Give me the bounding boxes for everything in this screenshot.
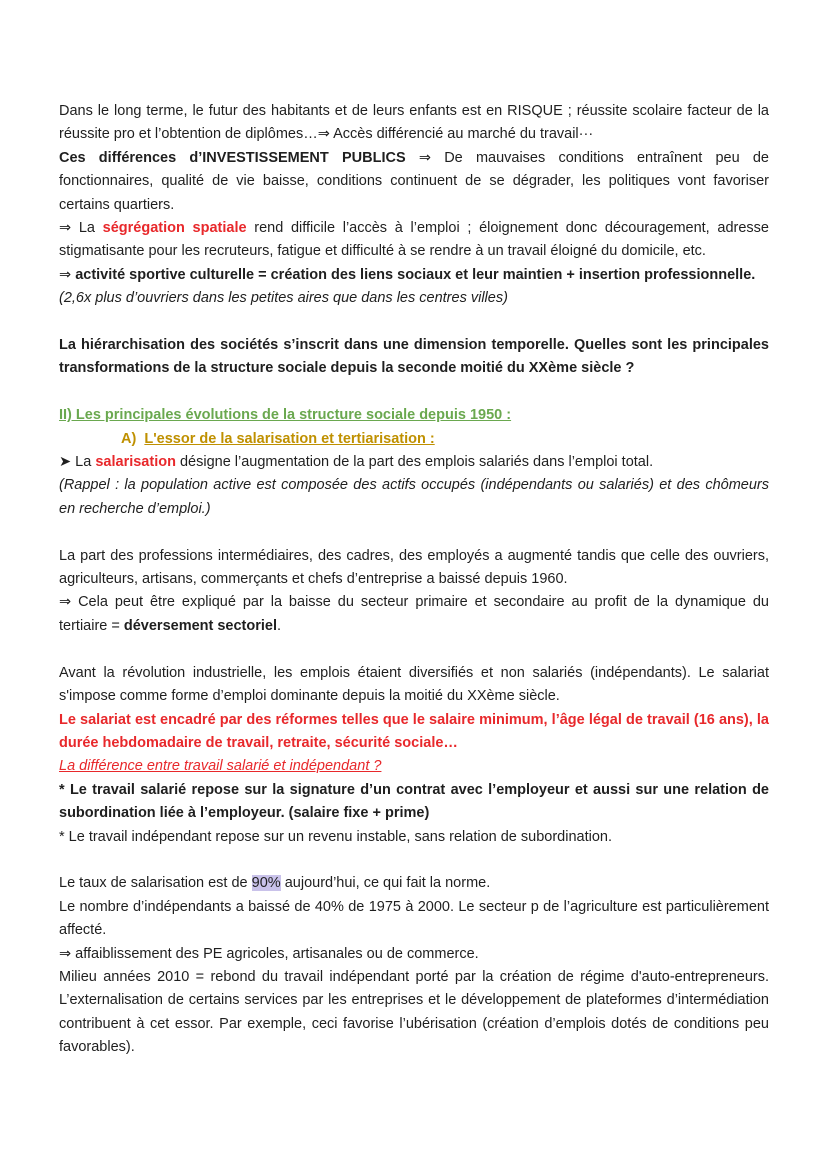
investissement-bold: Ces différences d’INVESTISSEMENT PUBLICS	[59, 149, 406, 166]
section-heading	[59, 404, 769, 427]
paragraph-ouvriers-note	[59, 287, 769, 310]
independant-text: * Le travail indépendant repose sur un revenu instable, sans relation de subordination.	[59, 828, 612, 845]
ouvriers-note: (2,6x plus d’ouvriers dans les petites aires que dans les centres villes)	[59, 290, 508, 307]
paragraph-nombre	[59, 896, 769, 943]
paragraph-encadre	[59, 709, 769, 756]
nombre-text: Le nombre d’indépendants a baissé de 40% de 1975 à 2000. Le secteur p de l’agriculture est particulièrement affecté.	[59, 898, 769, 939]
part-text: La part des professions intermédiaires, des cadres, des employés a augmenté tandis que celle des ouvriers, agriculteurs, artisans, commerçants et chefs d’entreprise a baissé depuis 1960.	[59, 547, 769, 588]
definition-bullet: ➤ La	[59, 454, 96, 471]
explication-text: ⇒ Cela peut être expliqué par la baisse du secteur primaire et secondaire au profit de la dynamique du tertiaire =	[59, 594, 769, 634]
subsection-title: L'essor de la salarisation et tertiarisation :	[144, 430, 435, 447]
paragraph-segregation	[59, 217, 769, 264]
deversement-term: déversement sectoriel	[123, 617, 278, 634]
avant-text: Avant la révolution industrielle, les emplois étaient diversifiés et non salariés (indépendants). Le salariat s'impose comme forme d’emploi dominante depuis la moitié du XXème siècle.	[59, 664, 769, 705]
affaiblissement-text: ⇒ affaiblissement des PE agricoles, artisanales ou de commerce.	[59, 945, 479, 962]
milieu-text: Milieu années 2010 = rebond du travail indépendant porté par la création de régime d'auto-entrepreneurs. L’externalisation de certains services par les entreprises et le développement de plateformes d’intermédiation contribuent à cet essor. Par exemple, ceci favorise l’ubérisation (création d’emplois dotés de conditions peu favorables).	[59, 968, 769, 1056]
paragraph-salarie	[59, 779, 769, 826]
paragraph-activite	[59, 264, 769, 287]
segregation-term: ségrégation spatiale	[102, 220, 247, 237]
paragraph-investissement	[59, 147, 769, 217]
definition-text: désigne l’augmentation de la part des emplois salariés dans l’emploi total.	[175, 454, 654, 471]
risque-text: Dans le long terme, le futur des habitants et de leurs enfants est en RISQUE ; réussite scolaire facteur de la réussite pro et l’obtention de diplômes…⇒ Accès différencié au marché du travail···	[59, 103, 769, 143]
segregation-arrow: ⇒ La	[59, 220, 103, 237]
taux-text: Le taux de salarisation est de	[59, 875, 252, 892]
difference-link: La différence entre travail salarié et indépendant ?	[59, 758, 382, 775]
activite-arrow: ⇒	[59, 266, 76, 283]
spacer	[59, 381, 769, 404]
paragraph-independant	[59, 826, 769, 849]
taux-end: aujourd’hui, ce qui fait la norme.	[280, 875, 491, 892]
rappel-text: (Rappel : la population active est composée des actifs occupés (indépendants ou salariés) et des chômeurs en recherche d’emploi.)	[59, 477, 769, 517]
subsection-heading	[59, 428, 769, 451]
encadre-text: Le salariat est encadré par des réformes telles que le salaire minimum, l’âge légal de travail (16 ans), la durée hebdomadaire de travail, retraite, sécurité sociale…	[59, 711, 769, 751]
paragraph-affaiblissement	[59, 943, 769, 966]
explication-end: .	[277, 617, 282, 634]
spacer	[59, 849, 769, 872]
paragraph-risque	[59, 100, 769, 147]
salarie-text: * Le travail salarié repose sur la signature d’un contrat avec l’employeur et aussi sur une relation de subordination liée à l’employeur. (salaire fixe + prime)	[59, 781, 769, 822]
subsection-letter: A)	[121, 430, 137, 447]
paragraph-part	[59, 545, 769, 592]
paragraph-rappel	[59, 474, 769, 521]
paragraph-avant	[59, 662, 769, 709]
paragraph-taux	[59, 872, 769, 895]
taux-highlight: 90%	[251, 875, 281, 892]
activite-bold: activité sportive culturelle = création des liens sociaux et leur maintien + insertion professionnelle.	[75, 266, 756, 283]
investissement-text: ⇒ De mauvaises conditions entraînent peu de fonctionnaires, qualité de vie baisse, conditions continuent de se dégrader, les politiques vont favoriser certains quartiers.	[59, 149, 769, 213]
section-2-heading: II) Les principales évolutions de la structure sociale depuis 1950 :	[59, 407, 512, 424]
question-paragraph	[59, 334, 769, 381]
spacer	[59, 311, 769, 334]
question-text: La hiérarchisation des sociétés s’inscrit dans une dimension temporelle. Quelles sont les principales transformations de la structure sociale depuis la seconde moitié du XXème siècle ?	[59, 337, 769, 377]
spacer	[59, 521, 769, 544]
paragraph-explication	[59, 591, 769, 638]
paragraph-milieu	[59, 966, 769, 1060]
salarisation-term: salarisation	[95, 454, 176, 471]
spacer	[59, 638, 769, 661]
paragraph-definition	[59, 451, 769, 474]
paragraph-difference	[59, 755, 769, 778]
segregation-text: rend difficile l’accès à l’emploi ; éloignement donc découragement, adresse stigmatisante pour les recruteurs, fatigue et difficulté à se rendre à un travail éloigné du domicile, etc.	[59, 220, 769, 260]
